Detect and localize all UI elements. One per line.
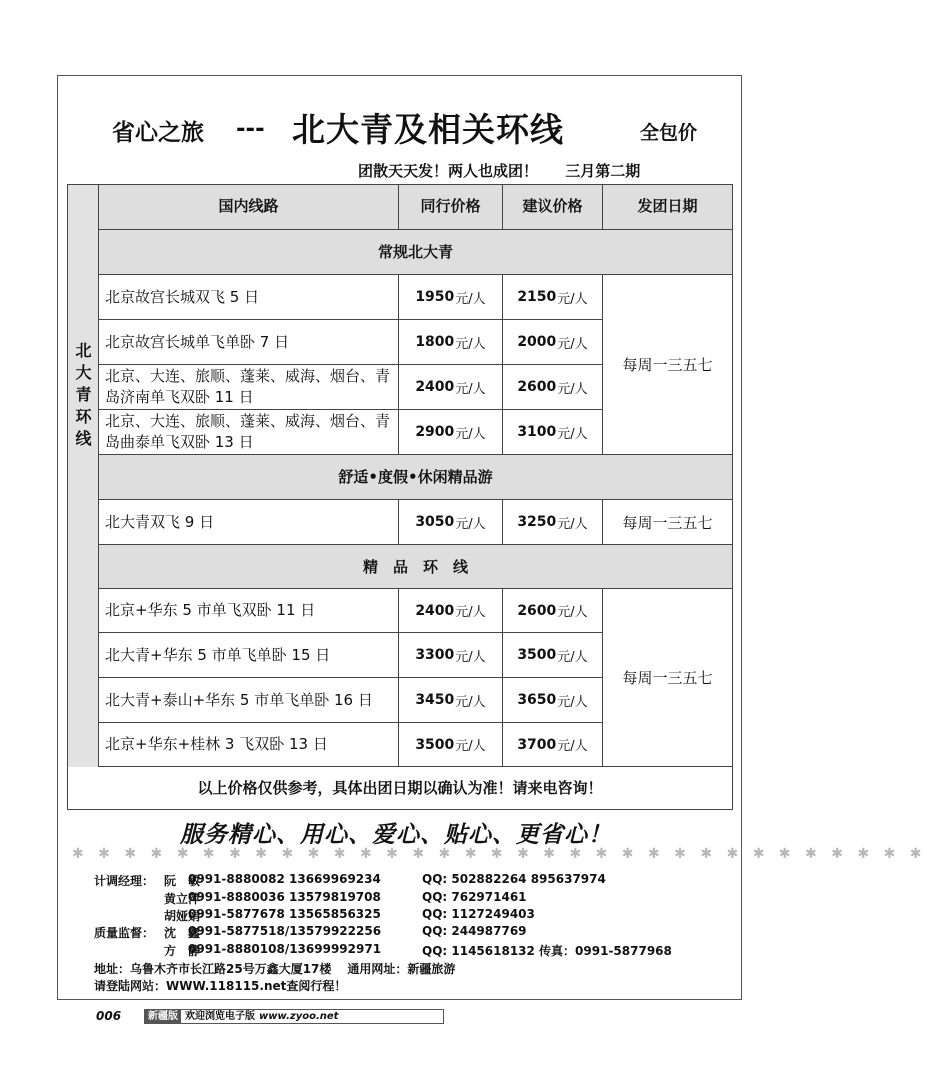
page-number: 006: [96, 1009, 122, 1023]
contact-qq: QQ: 1145618132 传真：0991-5877968: [422, 944, 672, 958]
price-value: 2600: [517, 379, 557, 395]
edition-banner: [144, 1009, 444, 1024]
price-unit: 元/人: [557, 381, 588, 397]
price-value: 2000: [517, 334, 557, 350]
contact-name: 沈 鑫: [164, 926, 201, 940]
peer-price-cell: [399, 365, 503, 410]
route-cell: 北京故宫长城双飞 5 日: [99, 275, 399, 320]
star-divider: ✱ ✱ ✱ ✱ ✱ ✱ ✱ ✱ ✱ ✱ ✱ ✱ ✱ ✱ ✱ ✱ ✱ ✱ ✱ ✱ ✱ ✱ ✱ ✱ ✱ ✱ ✱ ✱ ✱ ✱ ✱ ✱ ✱: [72, 846, 927, 862]
peer-price-cell: [399, 589, 503, 633]
price-unit: 元/人: [557, 605, 588, 620]
suggest-price-cell: [503, 723, 603, 767]
contact-qq: QQ: 1127249403: [422, 907, 535, 921]
price-unit: 元/人: [455, 649, 486, 665]
side-column: [68, 185, 99, 767]
suggest-price-cell: [503, 410, 603, 455]
contact-phone: 0991-5877678 13565856325: [188, 907, 381, 921]
title-row: [112, 104, 712, 152]
peer-price-cell: [399, 275, 503, 320]
suggest-price-cell: [503, 500, 603, 545]
contact-phone: 0991-8880082 13669969234: [188, 872, 381, 886]
contact-phone: 0991-5877518/13579922256: [188, 924, 382, 938]
price-unit: 元/人: [557, 649, 588, 665]
side-char: 青: [75, 385, 92, 404]
issue-label: 三月第二期: [565, 162, 641, 180]
price-unit: 元/人: [455, 605, 486, 620]
price-value: 2150: [517, 289, 557, 305]
footer-url: www.zyoo.net: [259, 1011, 339, 1022]
price-value: 1950: [415, 289, 455, 305]
route-cell: 北京+华东+桂林 3 飞双卧 13 日: [99, 723, 399, 767]
route-cell: 北京故宫长城单飞单卧 7 日: [99, 320, 399, 365]
price-unit: 元/人: [455, 381, 486, 397]
price-value: 2600: [517, 602, 557, 619]
price-type-label: 全包价: [640, 122, 698, 144]
price-value: 3500: [415, 736, 455, 753]
price-unit: 元/人: [455, 291, 486, 307]
suggest-price-cell: [503, 320, 603, 365]
side-label: [68, 340, 99, 450]
price-value: 3050: [415, 514, 455, 530]
section-title: 精 品 环 线: [99, 545, 732, 589]
suggest-price-cell: [503, 678, 603, 723]
welcome-text: 欢迎浏览电子版: [185, 1011, 255, 1022]
peer-price-cell: [399, 500, 503, 545]
price-value: 3500: [517, 647, 557, 663]
price-unit: 元/人: [557, 516, 588, 532]
price-value: 3250: [517, 514, 557, 530]
route-cell: 北大青双飞 9 日: [99, 500, 399, 545]
price-unit: 元/人: [455, 426, 486, 442]
address-text: 地址：乌鲁木齐市长江路25号万鑫大厦17楼: [94, 962, 332, 976]
price-unit: 元/人: [455, 516, 486, 532]
address-line: [94, 960, 455, 977]
price-table: [67, 184, 733, 810]
contact-qq: QQ: 502882264 895637974: [422, 872, 606, 886]
suggest-price-cell: [503, 275, 603, 320]
price-value: 3100: [517, 424, 557, 440]
table-note: 以上价格仅供参考，具体出团日期以确认为准！请来电咨询！: [197, 779, 603, 797]
price-unit: 元/人: [557, 694, 588, 710]
price-value: 1800: [415, 334, 455, 350]
peer-price-cell: [399, 410, 503, 455]
suggest-price-cell: [503, 589, 603, 633]
price-unit: 元/人: [455, 336, 486, 352]
contact-role: 质量监督：: [94, 926, 155, 940]
edition-label: 新疆版: [145, 1010, 181, 1023]
header-suggest-price: 建议价格: [503, 185, 603, 230]
title-dash: ---: [236, 116, 265, 142]
departure-cell: 每周一三五七: [603, 589, 732, 767]
contact-name: 黄立萍: [164, 892, 201, 906]
header-route: 国内线路: [99, 185, 399, 230]
route-cell: 北大青+华东 5 市单飞单卧 15 日: [99, 633, 399, 678]
peer-price-cell: [399, 633, 503, 678]
price-value: 2400: [415, 602, 455, 619]
route-cell: 北京+华东 5 市单飞双卧 11 日: [99, 589, 399, 633]
price-unit: 元/人: [455, 694, 486, 710]
general-url-text: 通用网址：新疆旅游: [347, 962, 456, 976]
contact-role: 计调经理：: [94, 874, 155, 888]
contact-name: 胡娅娟: [164, 909, 201, 923]
price-value: 3450: [415, 692, 455, 708]
price-value: 2400: [415, 379, 455, 395]
contact-qq: QQ: 762971461: [422, 890, 527, 904]
contact-phone: 0991-8880108/13699992971: [188, 942, 382, 956]
price-value: 3650: [517, 692, 557, 708]
subtitle: [358, 160, 640, 181]
contact-phone: 0991-8880036 13579819708: [188, 890, 381, 904]
side-char: 大: [75, 363, 92, 382]
price-value: 3300: [415, 647, 455, 663]
suggest-price-cell: [503, 633, 603, 678]
service-slogan: 服务精心、用心、爱心、贴心、更省心！: [180, 822, 612, 848]
section-title: 常规北大青: [99, 230, 732, 275]
price-unit: 元/人: [557, 336, 588, 352]
peer-price-cell: [399, 320, 503, 365]
contact-qq: QQ: 244987769: [422, 924, 527, 938]
header-peer-price: 同行价格: [399, 185, 503, 230]
peer-price-cell: [399, 678, 503, 723]
price-unit: 元/人: [557, 739, 588, 754]
section-title: 舒适•度假•休闲精品游: [99, 455, 732, 500]
route-cell: 北京、大连、旅顺、蓬莱、威海、烟台、青岛济南单飞双卧 11 日: [99, 365, 399, 410]
price-value: 2900: [415, 424, 455, 440]
side-char: 北: [75, 341, 92, 360]
contact-name: 方 静: [164, 944, 201, 958]
title-brand: 省心之旅: [112, 120, 204, 146]
price-unit: 元/人: [557, 426, 588, 442]
price-unit: 元/人: [557, 291, 588, 307]
price-value: 3700: [517, 736, 557, 753]
website-line: 请登陆网站：WWW.118115.net查阅行程！: [94, 979, 347, 993]
route-cell: 北京、大连、旅顺、蓬莱、威海、烟台、青岛曲泰单飞双卧 13 日: [99, 410, 399, 455]
page-title: 北大青及相关环线: [292, 110, 564, 149]
side-char: 线: [75, 429, 92, 448]
subtitle-slogan: 团散天天发！两人也成团！: [358, 162, 539, 180]
departure-cell: 每周一三五七: [603, 275, 732, 455]
contact-name: 阮 敏: [164, 874, 201, 888]
route-cell: 北大青+泰山+华东 5 市单飞单卧 16 日: [99, 678, 399, 723]
peer-price-cell: [399, 723, 503, 767]
suggest-price-cell: [503, 365, 603, 410]
side-char: 环: [75, 407, 92, 426]
price-unit: 元/人: [455, 739, 486, 754]
header-departure: 发团日期: [603, 185, 732, 230]
departure-cell: 每周一三五七: [603, 500, 732, 545]
